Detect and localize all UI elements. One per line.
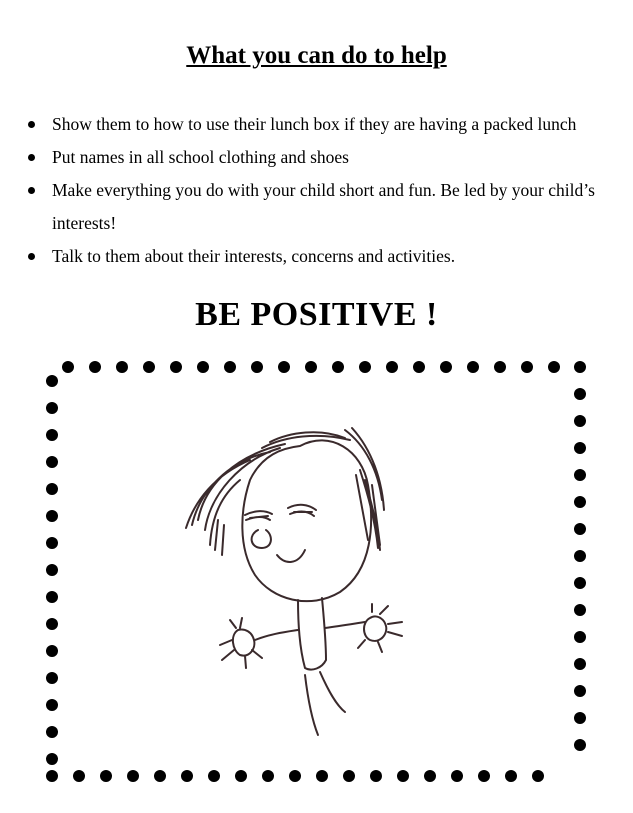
drawing-hair-right <box>345 428 384 550</box>
drawing-hand-right <box>358 604 402 652</box>
list-item-text: Talk to them about their interests, concerns and activities. <box>52 246 456 266</box>
drawing-legs <box>305 672 345 735</box>
drawing-nose <box>252 530 271 548</box>
page-title: What you can do to help <box>186 42 447 69</box>
list-item-text: Put names in all school clothing and shoes <box>52 147 349 167</box>
list-item-text: Make everything you do with your child short and fun. Be led by your child’s interests! <box>52 180 595 233</box>
drawing-head <box>242 440 371 601</box>
drawing-mouth <box>277 550 305 562</box>
list-item-text: Show them to how to use their lunch box if they are having a packed lunch <box>52 114 577 134</box>
drawing-eye-left <box>245 511 272 520</box>
drawing-hand-left <box>220 618 262 668</box>
drawing-arm-left <box>255 630 298 640</box>
drawing-arm-right <box>325 622 365 628</box>
be-positive-heading: BE POSITIVE ! <box>195 296 438 333</box>
drawing-neck <box>298 598 326 670</box>
drawing-eye-right <box>288 505 316 516</box>
